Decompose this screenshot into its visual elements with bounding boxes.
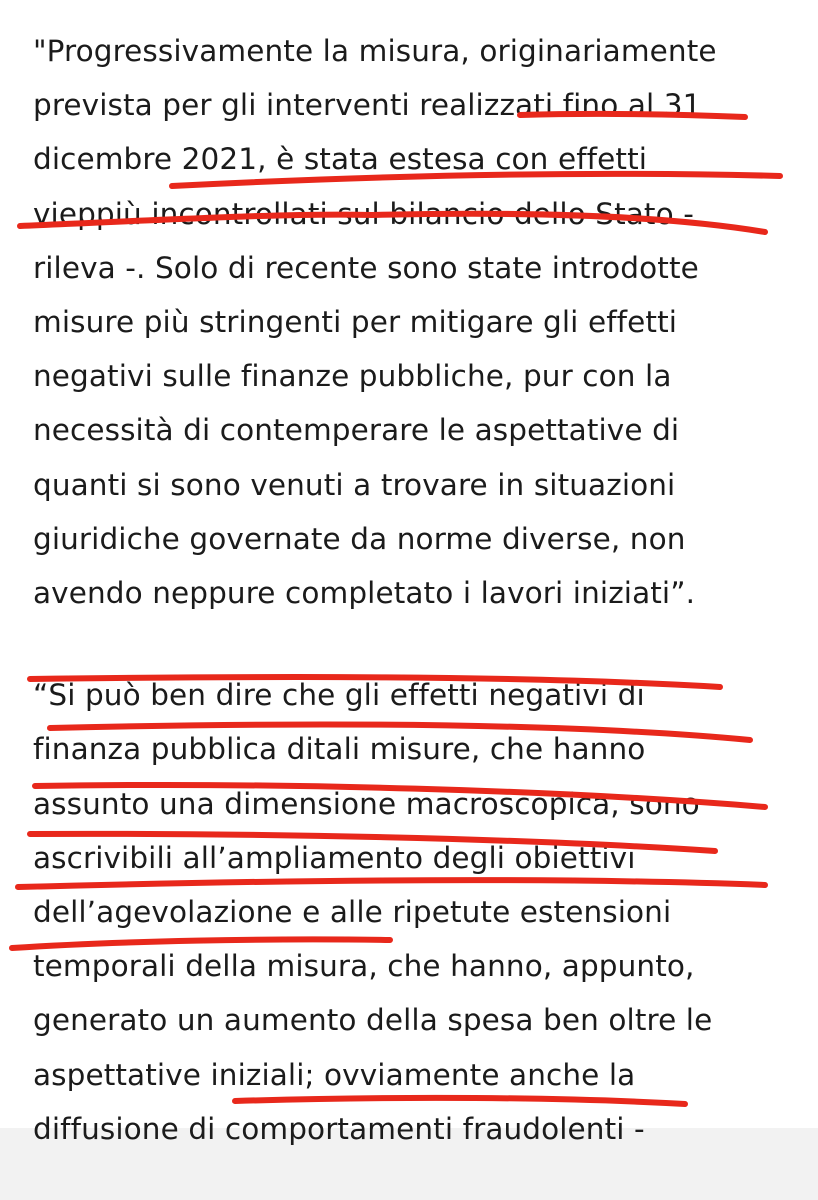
text-line: “Si può ben dire che gli effetti negativi di [33, 678, 645, 713]
text-line: avendo neppure completato i lavori iniziati”. [33, 576, 696, 611]
text-line: "Progressivamente la misura, originariamente [33, 34, 717, 68]
text-line: aspettative iniziali; ovviamente anche la [33, 1057, 636, 1092]
paragraph-2 [33, 668, 793, 1176]
paragraph-1 [33, 24, 793, 620]
text-line: finanza pubblica ditali misure, che hanno [33, 732, 646, 767]
text-line-cut-off [33, 1156, 793, 1176]
text-line: dell’agevolazione e alle ripetute estensioni [33, 895, 672, 930]
text-line: negativi sulle finanze pubbliche, pur con la [33, 359, 672, 394]
text-line: giuridiche governate da norme diverse, non [33, 521, 686, 556]
text-line: misure più stringenti per mitigare gli effetti [33, 305, 678, 340]
text-line: rileva -. Solo di recente sono state introdotte [33, 250, 699, 285]
text-line: temporali della misura, che hanno, appunto, [33, 949, 695, 984]
text-line: dicembre 2021, è stata estesa con effetti [33, 142, 648, 177]
article-text [33, 24, 793, 1176]
text-line: vieppiù incontrollati sul bilancio dello Stato - [33, 196, 694, 231]
text-line: ascrivibili all’ampliamento degli obiettivi [33, 840, 636, 875]
text-line: generato un aumento della spesa ben oltre le [33, 1003, 713, 1038]
text-line: prevista per gli interventi realizzati fino al 31 [33, 88, 702, 123]
text-line: necessità di contemperare le aspettative di [33, 413, 680, 448]
text-line: diffusione di comportamenti fraudolenti - [33, 1111, 645, 1146]
text-line: quanti si sono venuti a trovare in situazioni [33, 467, 676, 502]
text-line: assunto una dimensione macroscopica, sono [33, 786, 700, 821]
